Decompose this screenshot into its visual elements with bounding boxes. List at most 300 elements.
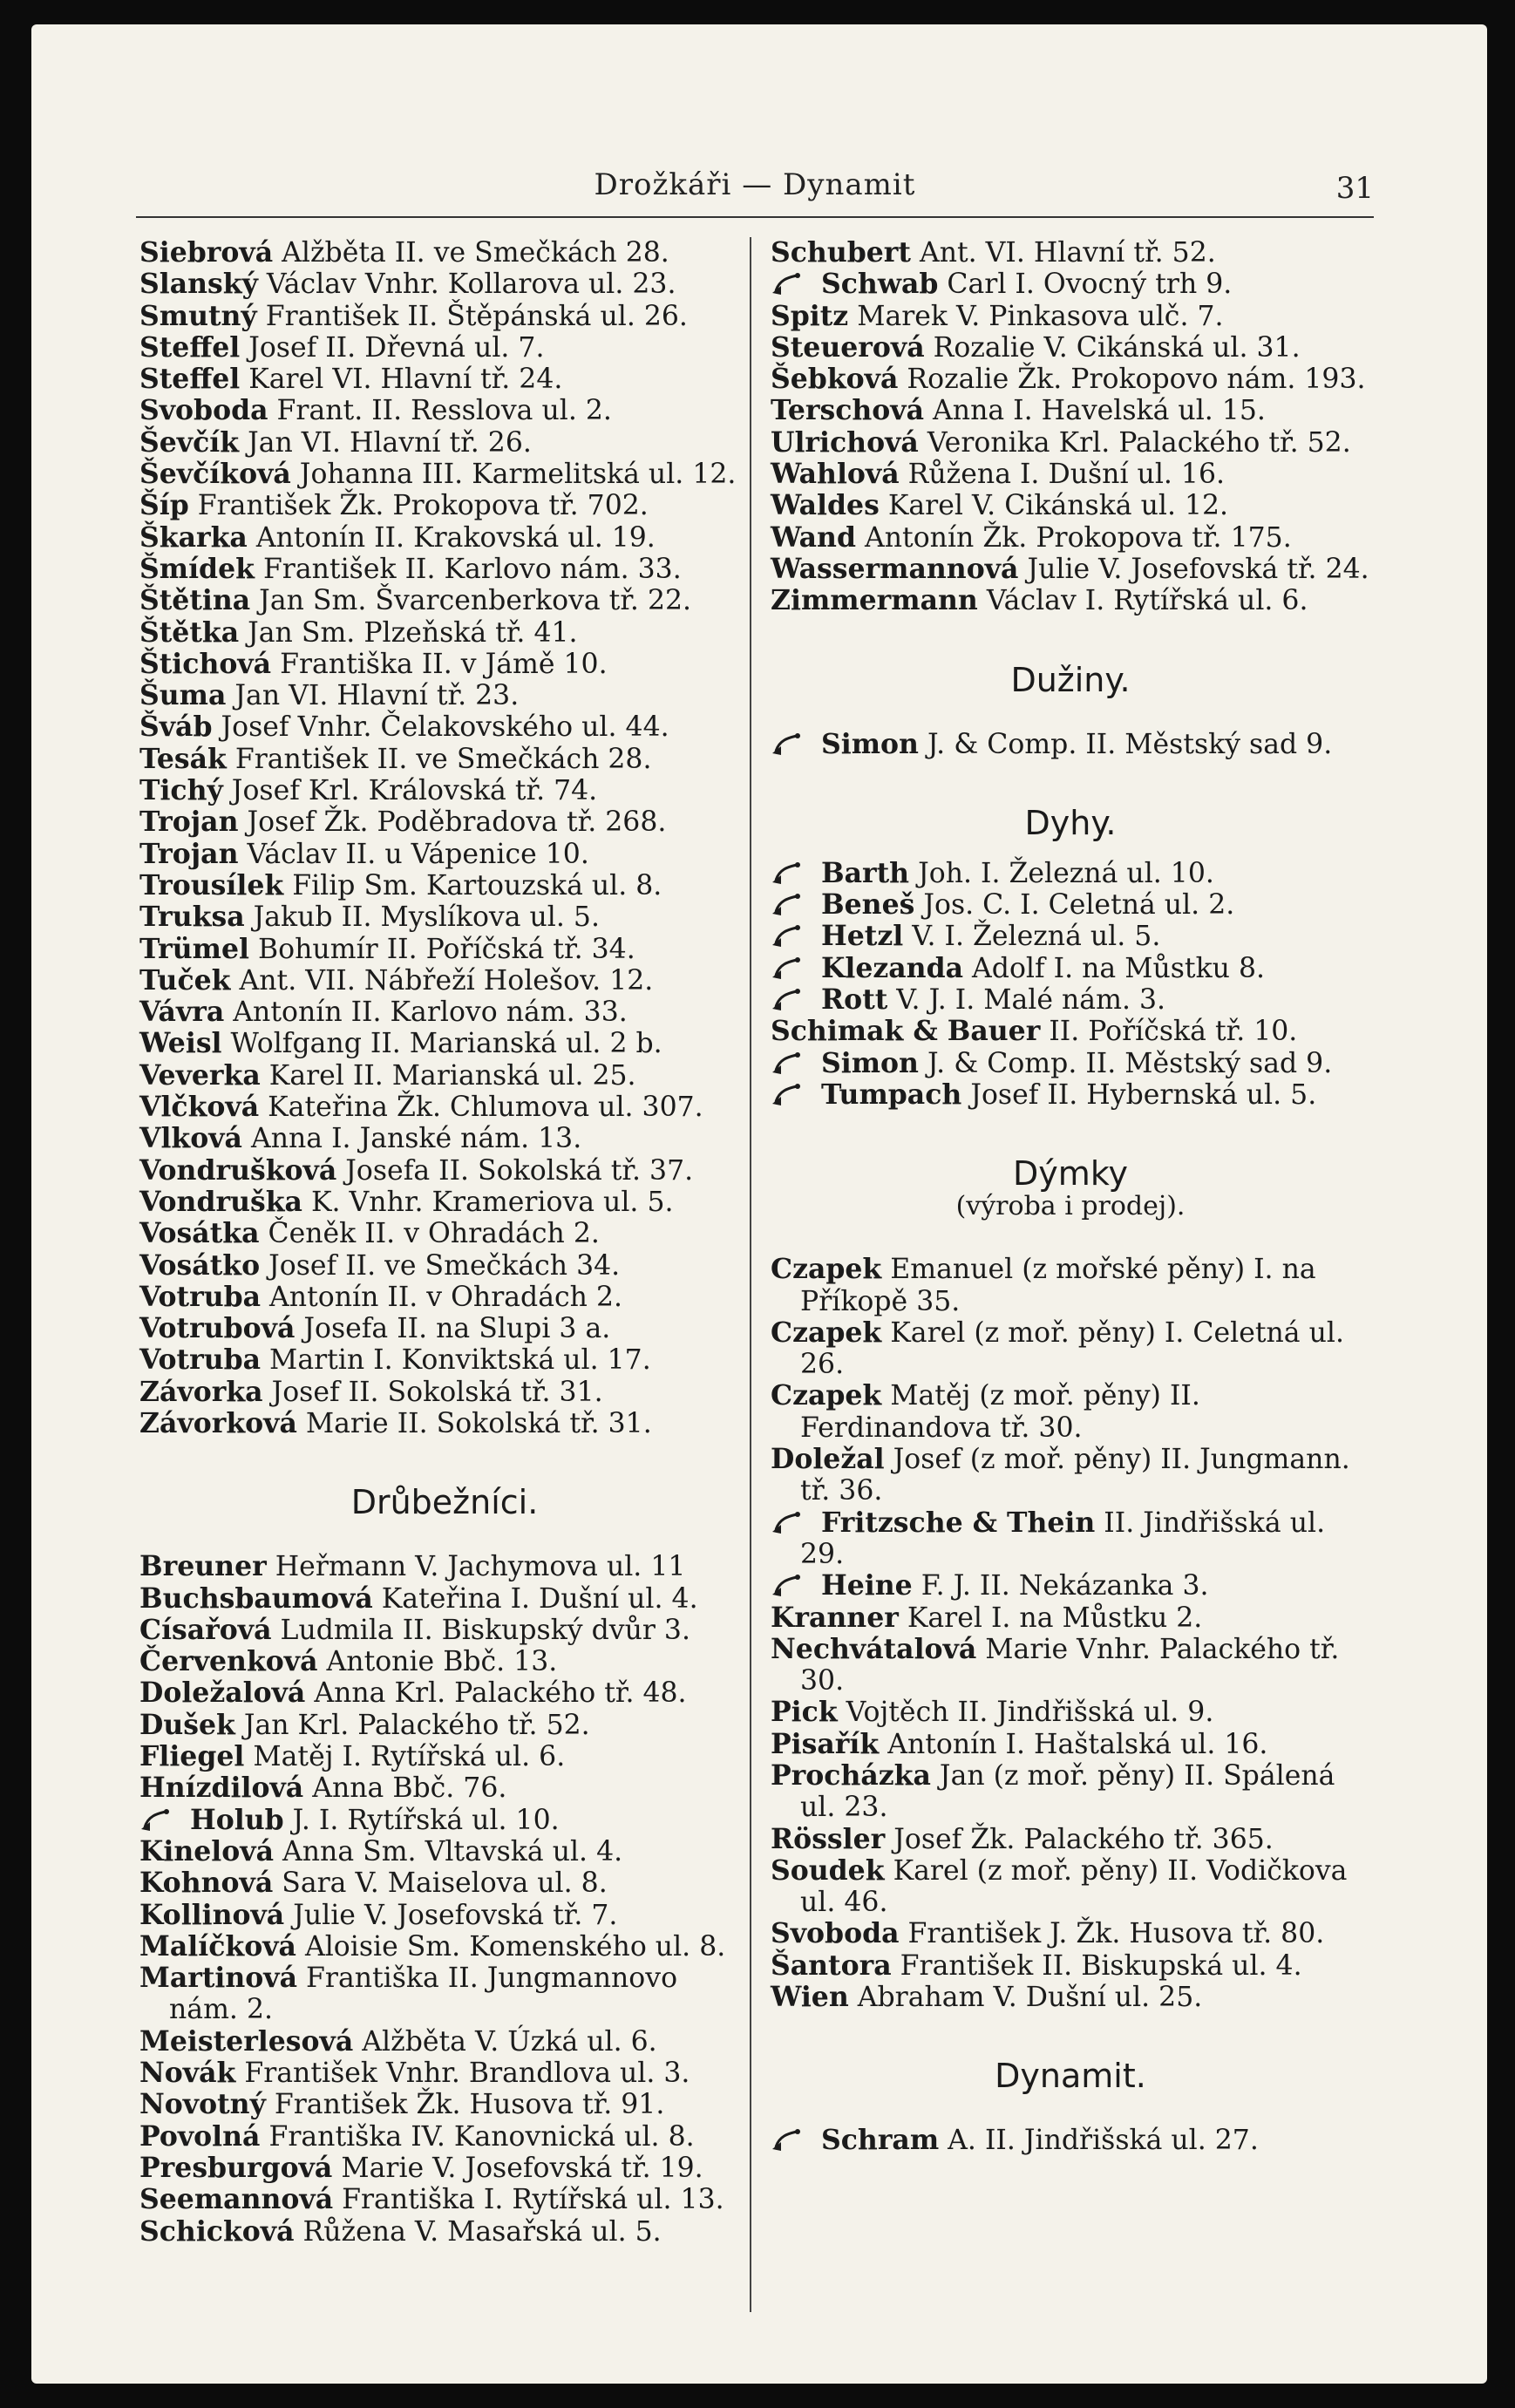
entry-name: Vondrušková bbox=[139, 1153, 337, 1187]
list-item bbox=[139, 1282, 750, 1313]
entry-details: Jan Sm. Švarcenberkova tř. 22. bbox=[250, 585, 692, 617]
telephone-icon bbox=[771, 858, 821, 889]
entry-name: Schicková bbox=[139, 2214, 295, 2248]
entry-details: Marie V. Josefovská tř. 19. bbox=[332, 2152, 703, 2184]
list-item bbox=[771, 237, 1370, 269]
list-item bbox=[771, 1444, 1370, 1507]
list-item bbox=[139, 1408, 750, 1439]
entry-name: Kinelová bbox=[139, 1834, 274, 1867]
list-item bbox=[771, 1982, 1370, 2013]
list-item bbox=[139, 1187, 750, 1218]
list-item bbox=[139, 806, 750, 838]
list-item bbox=[771, 1824, 1370, 1855]
entry-details: Bohumír II. Poříčská tř. 34. bbox=[249, 933, 635, 965]
entry-details: František II. ve Smečkách 28. bbox=[226, 743, 652, 775]
list-item bbox=[771, 1697, 1370, 1728]
entry-details: Matěj (z moř. pěny) II. Ferdinandova tř. 30. bbox=[800, 1380, 1200, 1444]
entry-details: Julie V. Josefovská tř. 24. bbox=[1018, 553, 1369, 585]
entry-details: Josefa II. Sokolská tř. 37. bbox=[336, 1154, 694, 1187]
list-item bbox=[771, 889, 1370, 921]
entry-details: Karel II. Marianská ul. 25. bbox=[260, 1059, 636, 1092]
entry-details: Jan VI. Hlavní tř. 23. bbox=[226, 680, 520, 712]
entry-details: Antonie Bbč. 13. bbox=[317, 1646, 558, 1678]
entry-name: Vondruška bbox=[139, 1185, 302, 1218]
entry-details: Antonín II. Krakovská ul. 19. bbox=[247, 521, 656, 554]
page-number: 31 bbox=[1335, 171, 1374, 206]
entry-details: František II. Štěpánská ul. 26. bbox=[256, 300, 688, 332]
entry-name: Schimak & Bauer bbox=[771, 1015, 1041, 1048]
entry-details: Anna Bbč. 76. bbox=[303, 1772, 507, 1805]
entry-name: Schwab bbox=[821, 268, 939, 301]
entry-details: Abraham V. Dušní ul. 25. bbox=[848, 1982, 1203, 2014]
entry-details: Marie Vnhr. Palackého tř. 30. bbox=[800, 1633, 1340, 1697]
entry-name: Svoboda bbox=[139, 394, 268, 427]
entry-name: Soudek bbox=[771, 1854, 885, 1887]
entries-list bbox=[771, 237, 1370, 617]
list-item bbox=[139, 997, 750, 1028]
entry-name: Votruba bbox=[139, 1343, 262, 1377]
entry-details: František II. Biskupská ul. 4. bbox=[891, 1949, 1302, 1982]
entry-name: Steffel bbox=[139, 330, 241, 364]
entry-details: Martin I. Konviktská ul. 17. bbox=[261, 1344, 651, 1377]
entry-name: Seemannová bbox=[139, 2183, 334, 2216]
entry-name: Heine bbox=[821, 1569, 913, 1602]
list-item bbox=[771, 1634, 1370, 1697]
telephone-icon bbox=[771, 953, 821, 984]
entry-details: Ant. VI. Hlavní tř. 52. bbox=[910, 237, 1216, 269]
telephone-icon bbox=[771, 889, 821, 921]
list-item bbox=[771, 1570, 1370, 1602]
entry-name: Czapek bbox=[771, 1379, 882, 1412]
entry-name: Wahlová bbox=[771, 458, 900, 491]
left-column bbox=[139, 237, 750, 2248]
entry-details: J. & Comp. II. Městský sad 9. bbox=[918, 728, 1333, 760]
list-item bbox=[139, 585, 750, 616]
list-item bbox=[771, 1760, 1370, 1824]
list-item bbox=[771, 1254, 1370, 1317]
entry-details: Josef II. Sokolská tř. 31. bbox=[262, 1376, 603, 1408]
entry-details: Václav I. Rytířská ul. 6. bbox=[977, 585, 1308, 617]
list-item bbox=[139, 237, 750, 269]
list-item bbox=[771, 1918, 1370, 1949]
entry-name: Buchsbaumová bbox=[139, 1582, 373, 1615]
entry-name: Simon bbox=[821, 727, 919, 760]
list-item bbox=[139, 1028, 750, 1059]
list-item bbox=[139, 617, 750, 649]
entry-name: Zimmermann bbox=[771, 584, 978, 617]
list-item bbox=[139, 301, 750, 332]
section-heading-dymky: Dýmky bbox=[1013, 1154, 1128, 1194]
entry-details: Josef II. Dřevná ul. 7. bbox=[240, 331, 545, 364]
entry-name: Spitz bbox=[771, 299, 849, 332]
list-item bbox=[139, 2121, 750, 2153]
telephone-icon bbox=[771, 1048, 821, 1079]
entry-details: Josef Žk. Palackého tř. 365. bbox=[885, 1823, 1274, 1855]
list-item bbox=[139, 870, 750, 901]
list-item bbox=[139, 2153, 750, 2184]
list-item bbox=[139, 1615, 750, 1646]
entry-details: Anna Krl. Palackého tř. 48. bbox=[305, 1677, 687, 1710]
list-item bbox=[771, 301, 1370, 332]
entry-details: Adolf I. na Můstku 8. bbox=[963, 952, 1266, 984]
entry-details: Rozalie V. Cikánská ul. 31. bbox=[924, 331, 1301, 364]
list-item bbox=[771, 984, 1370, 1016]
list-item bbox=[139, 1123, 750, 1154]
entry-details: Josef (z moř. pěny) II. Jungmann. tř. 36. bbox=[800, 1444, 1350, 1507]
entry-name: Šantora bbox=[771, 1949, 892, 1982]
list-item bbox=[139, 2058, 750, 2089]
list-item bbox=[771, 554, 1370, 585]
entry-details: Julie V. Josefovská tř. 7. bbox=[284, 1899, 618, 1931]
entry-name: Tuček bbox=[139, 963, 231, 997]
entry-details: Kateřina Žk. Chlumova ul. 307. bbox=[259, 1092, 703, 1124]
entry-details: Václav II. u Vápenice 10. bbox=[238, 838, 589, 870]
entry-details: Jan VI. Hlavní tř. 26. bbox=[239, 426, 532, 459]
list-item bbox=[139, 775, 750, 806]
entry-name: Ševčík bbox=[139, 425, 240, 459]
list-item bbox=[771, 1729, 1370, 1760]
list-item bbox=[139, 554, 750, 585]
list-item bbox=[139, 364, 750, 395]
entry-details: Karel V. Cikánská ul. 12. bbox=[879, 490, 1229, 522]
list-item bbox=[771, 269, 1370, 300]
entry-details: Jan (z moř. pěny) II. Spálená ul. 23. bbox=[800, 1759, 1335, 1824]
entry-name: Beneš bbox=[821, 888, 915, 922]
entry-name: Závorková bbox=[139, 1406, 297, 1439]
list-item bbox=[139, 2184, 750, 2215]
list-item bbox=[139, 332, 750, 364]
entry-details: Františka II. v Jámě 10. bbox=[271, 648, 608, 680]
list-item bbox=[139, 1583, 750, 1615]
entry-details: Josefa II. na Slupi 3 a. bbox=[295, 1313, 611, 1345]
entry-details: Františka IV. Kanovnická ul. 8. bbox=[260, 2120, 695, 2153]
entry-details: Karel I. na Můstku 2. bbox=[898, 1602, 1203, 1634]
entry-details: Marie II. Sokolská tř. 31. bbox=[296, 1407, 652, 1439]
list-item bbox=[771, 332, 1370, 364]
section-heading-drubeznici: Drůbežníci. bbox=[350, 1483, 539, 1522]
list-item bbox=[139, 1710, 750, 1741]
entry-name: Votruba bbox=[139, 1280, 262, 1313]
entry-details: Wolfgang II. Marianská ul. 2 b. bbox=[221, 1028, 662, 1060]
entry-name: Závorka bbox=[139, 1375, 263, 1408]
dymky-list bbox=[771, 1254, 1370, 2013]
entry-name: Šebková bbox=[771, 363, 899, 396]
entry-details: Karel (z moř. pěny) II. Vodičkova ul. 46. bbox=[800, 1854, 1348, 1919]
list-item bbox=[139, 1677, 750, 1709]
entry-name: Škarka bbox=[139, 520, 248, 554]
entry-details: František J. Žk. Husova tř. 80. bbox=[899, 1918, 1325, 1950]
entry-name: Trojan bbox=[139, 806, 239, 839]
entry-details: F. J. II. Nekázanka 3. bbox=[912, 1570, 1209, 1602]
entry-details: Růžena I. Dušní ul. 16. bbox=[899, 459, 1226, 491]
list-item bbox=[139, 522, 750, 554]
list-item bbox=[139, 395, 750, 426]
entry-details: J. & Comp. II. Městský sad 9. bbox=[918, 1047, 1333, 1079]
entry-name: Hnízdilová bbox=[139, 1772, 304, 1805]
entry-details: Václav Vnhr. Kollarova ul. 23. bbox=[257, 269, 676, 301]
list-item bbox=[139, 1741, 750, 1772]
list-item bbox=[771, 1016, 1370, 1047]
entry-details: Joh. I. Železná ul. 10. bbox=[909, 857, 1214, 889]
right-column bbox=[750, 237, 1370, 2312]
list-item bbox=[139, 490, 750, 521]
list-item bbox=[139, 1836, 750, 1867]
entry-name: Barth bbox=[821, 856, 910, 889]
entries-list bbox=[139, 237, 750, 1439]
entry-name: Šváb bbox=[139, 711, 213, 744]
list-item bbox=[771, 459, 1370, 490]
entry-name: Tesák bbox=[139, 742, 227, 775]
entry-name: Štětka bbox=[139, 616, 240, 649]
section-heading-dyhy: Dyhy. bbox=[1024, 803, 1117, 842]
list-item bbox=[771, 1507, 1370, 1571]
entry-details: Anna I. Havelská ul. 15. bbox=[924, 395, 1266, 427]
entry-details: Jan Krl. Palackého tř. 52. bbox=[234, 1709, 590, 1741]
entry-details: Vojtěch II. Jindřišská ul. 9. bbox=[837, 1697, 1214, 1729]
list-item bbox=[139, 459, 750, 490]
list-item bbox=[139, 1900, 750, 1931]
entry-name: Presburgová bbox=[139, 2151, 333, 2184]
entry-details: Čeněk II. v Ohradách 2. bbox=[259, 1218, 600, 1250]
entry-name: Holub bbox=[190, 1803, 284, 1836]
telephone-icon bbox=[771, 1570, 821, 1602]
list-item bbox=[139, 839, 750, 870]
entry-name: Fritzsche & Thein bbox=[821, 1506, 1096, 1539]
list-item bbox=[771, 522, 1370, 554]
entry-name: Novotný bbox=[139, 2088, 266, 2121]
list-item bbox=[771, 2125, 1370, 2156]
entry-details: Karel (z moř. pěny) I. Celetná ul. 26. bbox=[800, 1316, 1344, 1381]
entry-name: Klezanda bbox=[821, 951, 964, 984]
entry-details: Heřmann V. Jachymova ul. 11 bbox=[266, 1551, 686, 1583]
entry-details: František II. Karlovo nám. 33. bbox=[254, 553, 682, 585]
entry-details: Marek V. Pinkasova ulč. 7. bbox=[848, 300, 1224, 332]
entry-name: Truksa bbox=[139, 901, 245, 934]
page-header bbox=[136, 164, 1374, 218]
list-item bbox=[771, 1317, 1370, 1381]
list-item bbox=[139, 1344, 750, 1376]
list-item bbox=[771, 921, 1370, 952]
entry-name: Štětina bbox=[139, 584, 251, 617]
entry-name: Hetzl bbox=[821, 920, 904, 953]
list-item bbox=[139, 427, 750, 459]
entry-details: František Žk. Prokopova tř. 702. bbox=[188, 490, 649, 522]
entry-details: Johanna III. Karmelitská ul. 12. bbox=[290, 459, 737, 491]
telephone-icon bbox=[139, 1805, 190, 1836]
entry-name: Schubert bbox=[771, 236, 911, 269]
entry-details: Rozalie Žk. Prokopovo nám. 193. bbox=[898, 364, 1366, 396]
list-item bbox=[139, 934, 750, 965]
telephone-icon bbox=[771, 729, 821, 760]
entry-details: Aloisie Sm. Komenského ul. 8. bbox=[296, 1930, 726, 1962]
list-item bbox=[139, 1931, 750, 1962]
list-item bbox=[139, 1551, 750, 1582]
list-item bbox=[771, 364, 1370, 395]
entry-name: Vosátko bbox=[139, 1248, 261, 1282]
entry-details: Antonín II. Karlovo nám. 33. bbox=[224, 997, 628, 1029]
dynamit-list bbox=[771, 2125, 1370, 2156]
entry-details: Matěj I. Rytířská ul. 6. bbox=[244, 1741, 566, 1773]
entry-name: Terschová bbox=[771, 394, 925, 427]
entry-name: Siebrová bbox=[139, 236, 274, 269]
entry-name: Doležal bbox=[771, 1443, 885, 1476]
list-item bbox=[139, 901, 750, 933]
telephone-icon bbox=[771, 1079, 821, 1111]
list-item bbox=[139, 711, 750, 743]
list-item bbox=[771, 1048, 1370, 1079]
entry-details: J. I. Rytířská ul. 10. bbox=[283, 1804, 560, 1836]
entry-name: Simon bbox=[821, 1046, 919, 1079]
entry-name: Povolná bbox=[139, 2119, 261, 2153]
entry-details: Filip Sm. Kartouzská ul. 8. bbox=[283, 869, 662, 901]
list-item bbox=[139, 744, 750, 775]
entry-name: Trojan bbox=[139, 837, 239, 870]
entry-name: Ulrichová bbox=[771, 425, 919, 459]
list-item bbox=[771, 858, 1370, 889]
dyhy-list bbox=[771, 858, 1370, 1111]
entry-details: Ant. VII. Nábřeží Holešov. 12. bbox=[230, 964, 654, 997]
entry-name: Veverka bbox=[139, 1058, 261, 1092]
entry-details: Ludmila II. Biskupský dvůr 3. bbox=[271, 1614, 690, 1646]
entry-name: Wassermannová bbox=[771, 552, 1019, 585]
list-item bbox=[139, 2026, 750, 2058]
entry-name: Rössler bbox=[771, 1822, 886, 1855]
entry-name: Smutný bbox=[139, 299, 257, 332]
entry-details: K. Vnhr. Krameriova ul. 5. bbox=[302, 1186, 674, 1218]
entry-details: Antonín I. Haštalská ul. 16. bbox=[879, 1728, 1268, 1760]
entry-details: František Vnhr. Brandlova ul. 3. bbox=[235, 2058, 690, 2090]
entry-details: Alžběta II. ve Smečkách 28. bbox=[273, 237, 669, 269]
list-item bbox=[139, 1060, 750, 1092]
entry-details: Josef Žk. Poděbradova tř. 268. bbox=[238, 806, 667, 839]
entry-details: Jan Sm. Plzeňská tř. 41. bbox=[239, 616, 578, 649]
section-heading-dynamit: Dynamit. bbox=[995, 2057, 1146, 2096]
entry-name: Breuner bbox=[139, 1550, 267, 1583]
list-item bbox=[771, 1602, 1370, 1634]
entry-name: Vlková bbox=[139, 1122, 242, 1155]
directory-page bbox=[31, 24, 1487, 2384]
entry-details: Sara V. Maiselova ul. 8. bbox=[273, 1867, 608, 1900]
entry-details: Josef Vnhr. Čelakovského ul. 44. bbox=[212, 711, 669, 744]
entry-name: Štichová bbox=[139, 647, 272, 680]
entry-details: Josef II. Hybernská ul. 5. bbox=[961, 1078, 1317, 1111]
entry-name: Novák bbox=[139, 2057, 236, 2090]
entry-details: Kateřina I. Dušní ul. 4. bbox=[372, 1582, 698, 1615]
entry-details: Jos. C. I. Celetná ul. 2. bbox=[914, 889, 1235, 922]
entry-name: Šmídek bbox=[139, 552, 255, 585]
entry-name: Císařová bbox=[139, 1613, 272, 1646]
entry-name: Vávra bbox=[139, 996, 225, 1029]
dymky-subtitle: (výroba i prodej). bbox=[955, 1191, 1186, 1222]
entry-name: Kollinová bbox=[139, 1898, 285, 1931]
entry-name: Trousílek bbox=[139, 868, 284, 901]
list-item bbox=[139, 1772, 750, 1804]
list-item bbox=[139, 1155, 750, 1187]
telephone-icon bbox=[771, 269, 821, 300]
list-item bbox=[139, 1092, 750, 1123]
drubeznici-list bbox=[139, 1551, 750, 2248]
entry-details: Alžběta V. Úzká ul. 6. bbox=[353, 2025, 657, 2058]
entry-name: Martinová bbox=[139, 1962, 298, 1995]
list-item bbox=[771, 729, 1370, 760]
entry-name: Meisterlesová bbox=[139, 2024, 354, 2058]
list-item bbox=[771, 585, 1370, 616]
entry-details: Antonín II. v Ohradách 2. bbox=[261, 1281, 622, 1313]
list-item bbox=[771, 427, 1370, 459]
list-item bbox=[771, 1380, 1370, 1444]
entry-name: Votrubová bbox=[139, 1312, 296, 1345]
entry-details: Jakub II. Myslíkova ul. 5. bbox=[244, 901, 600, 934]
entry-name: Fliegel bbox=[139, 1740, 245, 1773]
entry-name: Vosátka bbox=[139, 1217, 260, 1250]
entry-name: Czapek bbox=[771, 1316, 882, 1349]
entry-name: Slanský bbox=[139, 268, 258, 301]
list-item bbox=[139, 1805, 750, 1836]
entry-name: Pisařík bbox=[771, 1727, 880, 1760]
entry-name: Czapek bbox=[771, 1253, 882, 1286]
entry-details: V. I. Železná ul. 5. bbox=[903, 921, 1161, 953]
entry-name: Doležalová bbox=[139, 1677, 306, 1710]
entry-name: Kranner bbox=[771, 1601, 899, 1634]
running-title: Drožkáři — Dynamit bbox=[594, 167, 916, 202]
entry-details: Emanuel (z mořské pěny) I. na Příkopě 35. bbox=[800, 1254, 1316, 1317]
duziny-list bbox=[771, 729, 1370, 760]
telephone-icon bbox=[771, 2125, 821, 2156]
list-item bbox=[139, 1867, 750, 1899]
list-item bbox=[139, 1646, 750, 1677]
entry-details: Anna Sm. Vltavská ul. 4. bbox=[273, 1835, 623, 1867]
entry-name: Šíp bbox=[139, 489, 189, 522]
list-item bbox=[771, 395, 1370, 426]
list-item bbox=[139, 1377, 750, 1408]
list-item bbox=[139, 2089, 750, 2120]
entry-details: A. II. Jindřišská ul. 27. bbox=[939, 2125, 1259, 2157]
telephone-icon bbox=[771, 984, 821, 1016]
entry-name: Steuerová bbox=[771, 330, 925, 364]
entry-name: Šuma bbox=[139, 679, 227, 712]
entry-name: Procházka bbox=[771, 1758, 931, 1792]
entry-name: Schram bbox=[821, 2124, 940, 2157]
entry-name: Tichý bbox=[139, 774, 223, 807]
list-item bbox=[771, 1855, 1370, 1919]
entry-name: Malíčková bbox=[139, 1929, 296, 1962]
list-item bbox=[139, 269, 750, 300]
entry-details: Frant. II. Resslova ul. 2. bbox=[268, 395, 612, 427]
list-item bbox=[139, 1250, 750, 1282]
entry-details: Josef Krl. Královská tř. 74. bbox=[222, 775, 598, 807]
entry-details: V. J. I. Malé nám. 3. bbox=[887, 984, 1166, 1017]
entry-name: Nechvátalová bbox=[771, 1632, 977, 1665]
entry-name: Červenková bbox=[139, 1645, 318, 1678]
list-item bbox=[771, 1079, 1370, 1111]
list-item bbox=[139, 1962, 750, 2026]
entry-name: Rott bbox=[821, 983, 888, 1017]
entry-name: Ševčíková bbox=[139, 458, 291, 491]
entry-details: Josef II. ve Smečkách 34. bbox=[260, 1249, 621, 1282]
entry-name: Weisl bbox=[139, 1027, 222, 1060]
entry-name: Dušek bbox=[139, 1708, 235, 1741]
entry-details: Veronika Krl. Palackého tř. 52. bbox=[918, 426, 1351, 459]
entry-details: Františka II. Jungmannovo nám. 2. bbox=[169, 1962, 678, 2026]
list-item bbox=[139, 1313, 750, 1344]
telephone-icon bbox=[771, 921, 821, 952]
list-item bbox=[139, 649, 750, 680]
list-item bbox=[139, 1218, 750, 1249]
entry-details: Carl I. Ovocný trh 9. bbox=[938, 269, 1233, 301]
list-item bbox=[771, 1950, 1370, 1982]
section-heading-duziny: Dužiny. bbox=[1010, 660, 1131, 699]
entry-details: II. Poříčská tř. 10. bbox=[1040, 1016, 1298, 1048]
